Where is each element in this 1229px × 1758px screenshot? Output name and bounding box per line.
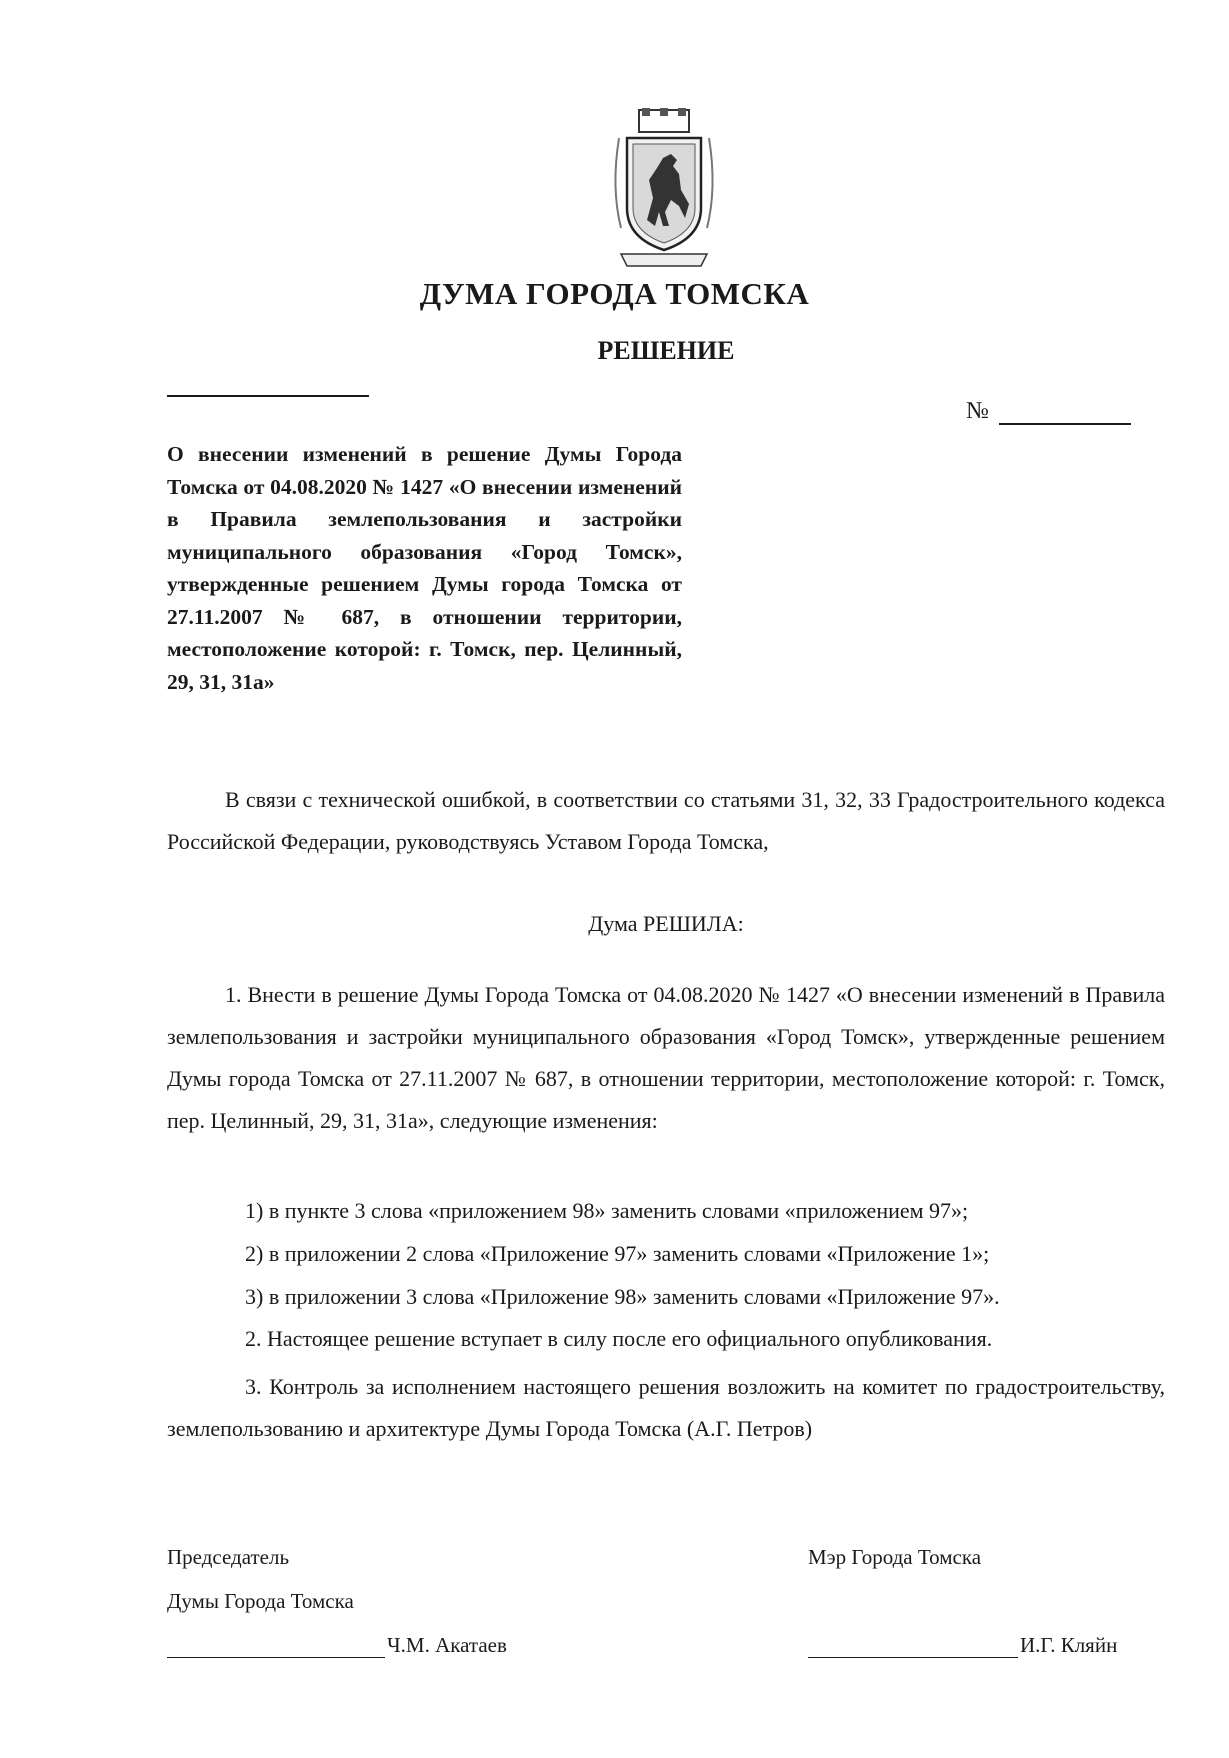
chair-title-line1: Председатель — [167, 1545, 290, 1569]
subclause-3: 3) в приложении 3 слова «Приложение 98» заменить словами «Приложение 97». — [245, 1284, 1000, 1309]
clause-3: 3. Контроль за исполнением настоящего решения возложить на комитет по градостроительству, землепользованию и архитектуре Думы Города Томска (А.Г. Петров) — [167, 1374, 1165, 1441]
subject-heading: О внесении изменений в решение Думы Города Томска от 04.08.2020 № 1427 «О внесении изменений в Правила землепользования и застройки муниципального образования «Город Томск», утвержденные решением Думы города Томска от 27.11.2007 № 687, в отношении территории, местоположение которой: г. Томск, пер. Целинный, 29, 31, 31а» — [167, 442, 682, 694]
chair-signature-line — [167, 1635, 385, 1658]
tomsk-coat-of-arms-icon — [609, 108, 719, 268]
org-title: ДУМА ГОРОДА ТОМСКА — [419, 276, 810, 311]
mayor-title: Мэр Города Томска — [808, 1545, 982, 1569]
preamble-paragraph: В связи с технической ошибкой, в соответствии со статьями 31, 32, 33 Градостроительного кодекса Российской Федерации, руководствуясь Уставом Города Томска, — [167, 787, 1165, 854]
clause-1: 1. Внести в решение Думы Города Томска от 04.08.2020 № 1427 «О внесении изменений в Правила землепользования и застройки муниципального образования «Город Томск», утвержденные решением Думы города Томска от 27.11.2007 № 687, в отношении территории, местоположение которой: г. Томск, пер. Целинный, 29, 31, 31а», следующие изменения: — [167, 982, 1165, 1133]
number-label: № — [966, 398, 989, 424]
clause-2: 2. Настоящее решение вступает в силу после его официального опубликования. — [245, 1326, 993, 1351]
document-type: РЕШЕНИЕ — [597, 336, 735, 365]
chair-title-line2: Думы Города Томска — [167, 1589, 354, 1613]
subclause-1: 1) в пункте 3 слова «приложением 98» заменить словами «приложением 97»; — [245, 1198, 969, 1223]
mayor-signature-line — [808, 1635, 1018, 1658]
date-field-line — [167, 395, 369, 397]
document-number — [966, 398, 1131, 425]
subclause-2: 2) в приложении 2 слова «Приложение 97» заменить словами «Приложение 1»; — [245, 1241, 990, 1266]
number-field-line — [999, 401, 1131, 425]
mayor-name: И.Г. Кляйн — [1020, 1633, 1118, 1657]
chair-signature-block — [167, 1633, 507, 1658]
mayor-signature-block — [808, 1633, 1117, 1658]
resolved-heading: Дума РЕШИЛА: — [588, 911, 744, 936]
chair-name: Ч.М. Акатаев — [387, 1633, 507, 1657]
